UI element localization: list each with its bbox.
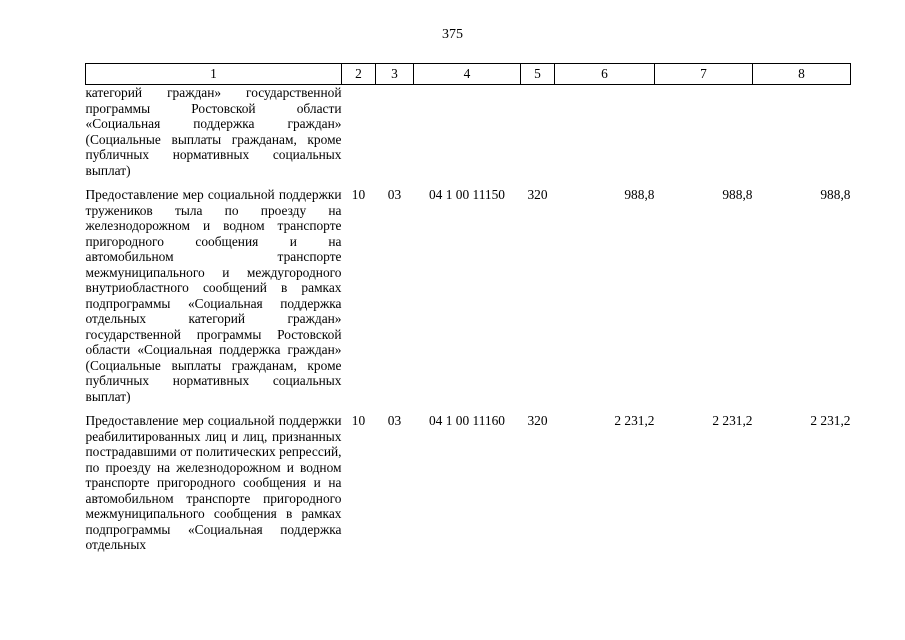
row-amount-col6 [555,85,655,179]
row-amount-col6: 988,8 [624,187,655,202]
header-col-7: 7 [655,64,753,85]
table-row [86,404,851,553]
row-target-article: 04 1 00 11150 [428,187,505,202]
row-expense-type: 320 [527,187,548,202]
header-row [86,64,851,85]
row-section: 10 [351,413,366,428]
table-header [86,64,851,85]
row-section [342,85,376,179]
row-amount-col7 [655,85,753,179]
table-body [86,85,851,553]
row-target-article [414,85,521,179]
row-amount-col6: 2 231,2 [614,413,655,428]
row-description: категорий граждан» государственной программы Ростовской области «Социальная поддержка граждан» (Социальные выплаты гражданам, кроме публичных нормативных социальных выплат) [85,85,342,178]
row-subsection: 03 [387,413,402,428]
page-number: 375 [442,27,463,42]
header-col-8: 8 [753,64,851,85]
row-amount-col8: 988,8 [820,187,851,202]
row-amount-col7: 988,8 [722,187,753,202]
header-col-5: 5 [521,64,555,85]
row-amount-col7: 2 231,2 [712,413,753,428]
table-row [86,178,851,404]
header-col-4: 4 [414,64,521,85]
budget-table [85,63,851,553]
row-subsection [376,85,414,179]
row-expense-type: 320 [527,413,548,428]
row-description: Предоставление мер социальной поддержки реабилитированных лиц и лиц, признанных пострадавшими от политических репрессий, по проезду на железнодорожном и водном транспорте пригородного сообщения и на автомобильном транспорте пригородного межмуниципального сообщения в рамках подпрограммы «Социальная поддержка отдельных [85,413,342,552]
header-col-6: 6 [555,64,655,85]
header-col-3: 3 [376,64,414,85]
row-subsection: 03 [387,187,402,202]
table-row [86,85,851,179]
row-expense-type [521,85,555,179]
row-description: Предоставление мер социальной поддержки тружеников тыла по проезду на железнодорожном и водном транспорте пригородного сообщения и на автомобильном транспорте межмуниципального и междугородного внутриобластного сообщений в рамках подпрограммы «Социальная поддержка отдельных категорий граждан» государственной программы Ростовской области «Социальная поддержка граждан» (Социальные выплаты гражданам, кроме публичных нормативных социальных выплат) [85,187,342,404]
row-amount-col8 [753,85,851,179]
header-col-2: 2 [342,64,376,85]
row-section: 10 [351,187,366,202]
row-amount-col8: 2 231,2 [810,413,851,428]
row-target-article: 04 1 00 11160 [428,413,505,428]
header-col-1: 1 [86,64,342,85]
